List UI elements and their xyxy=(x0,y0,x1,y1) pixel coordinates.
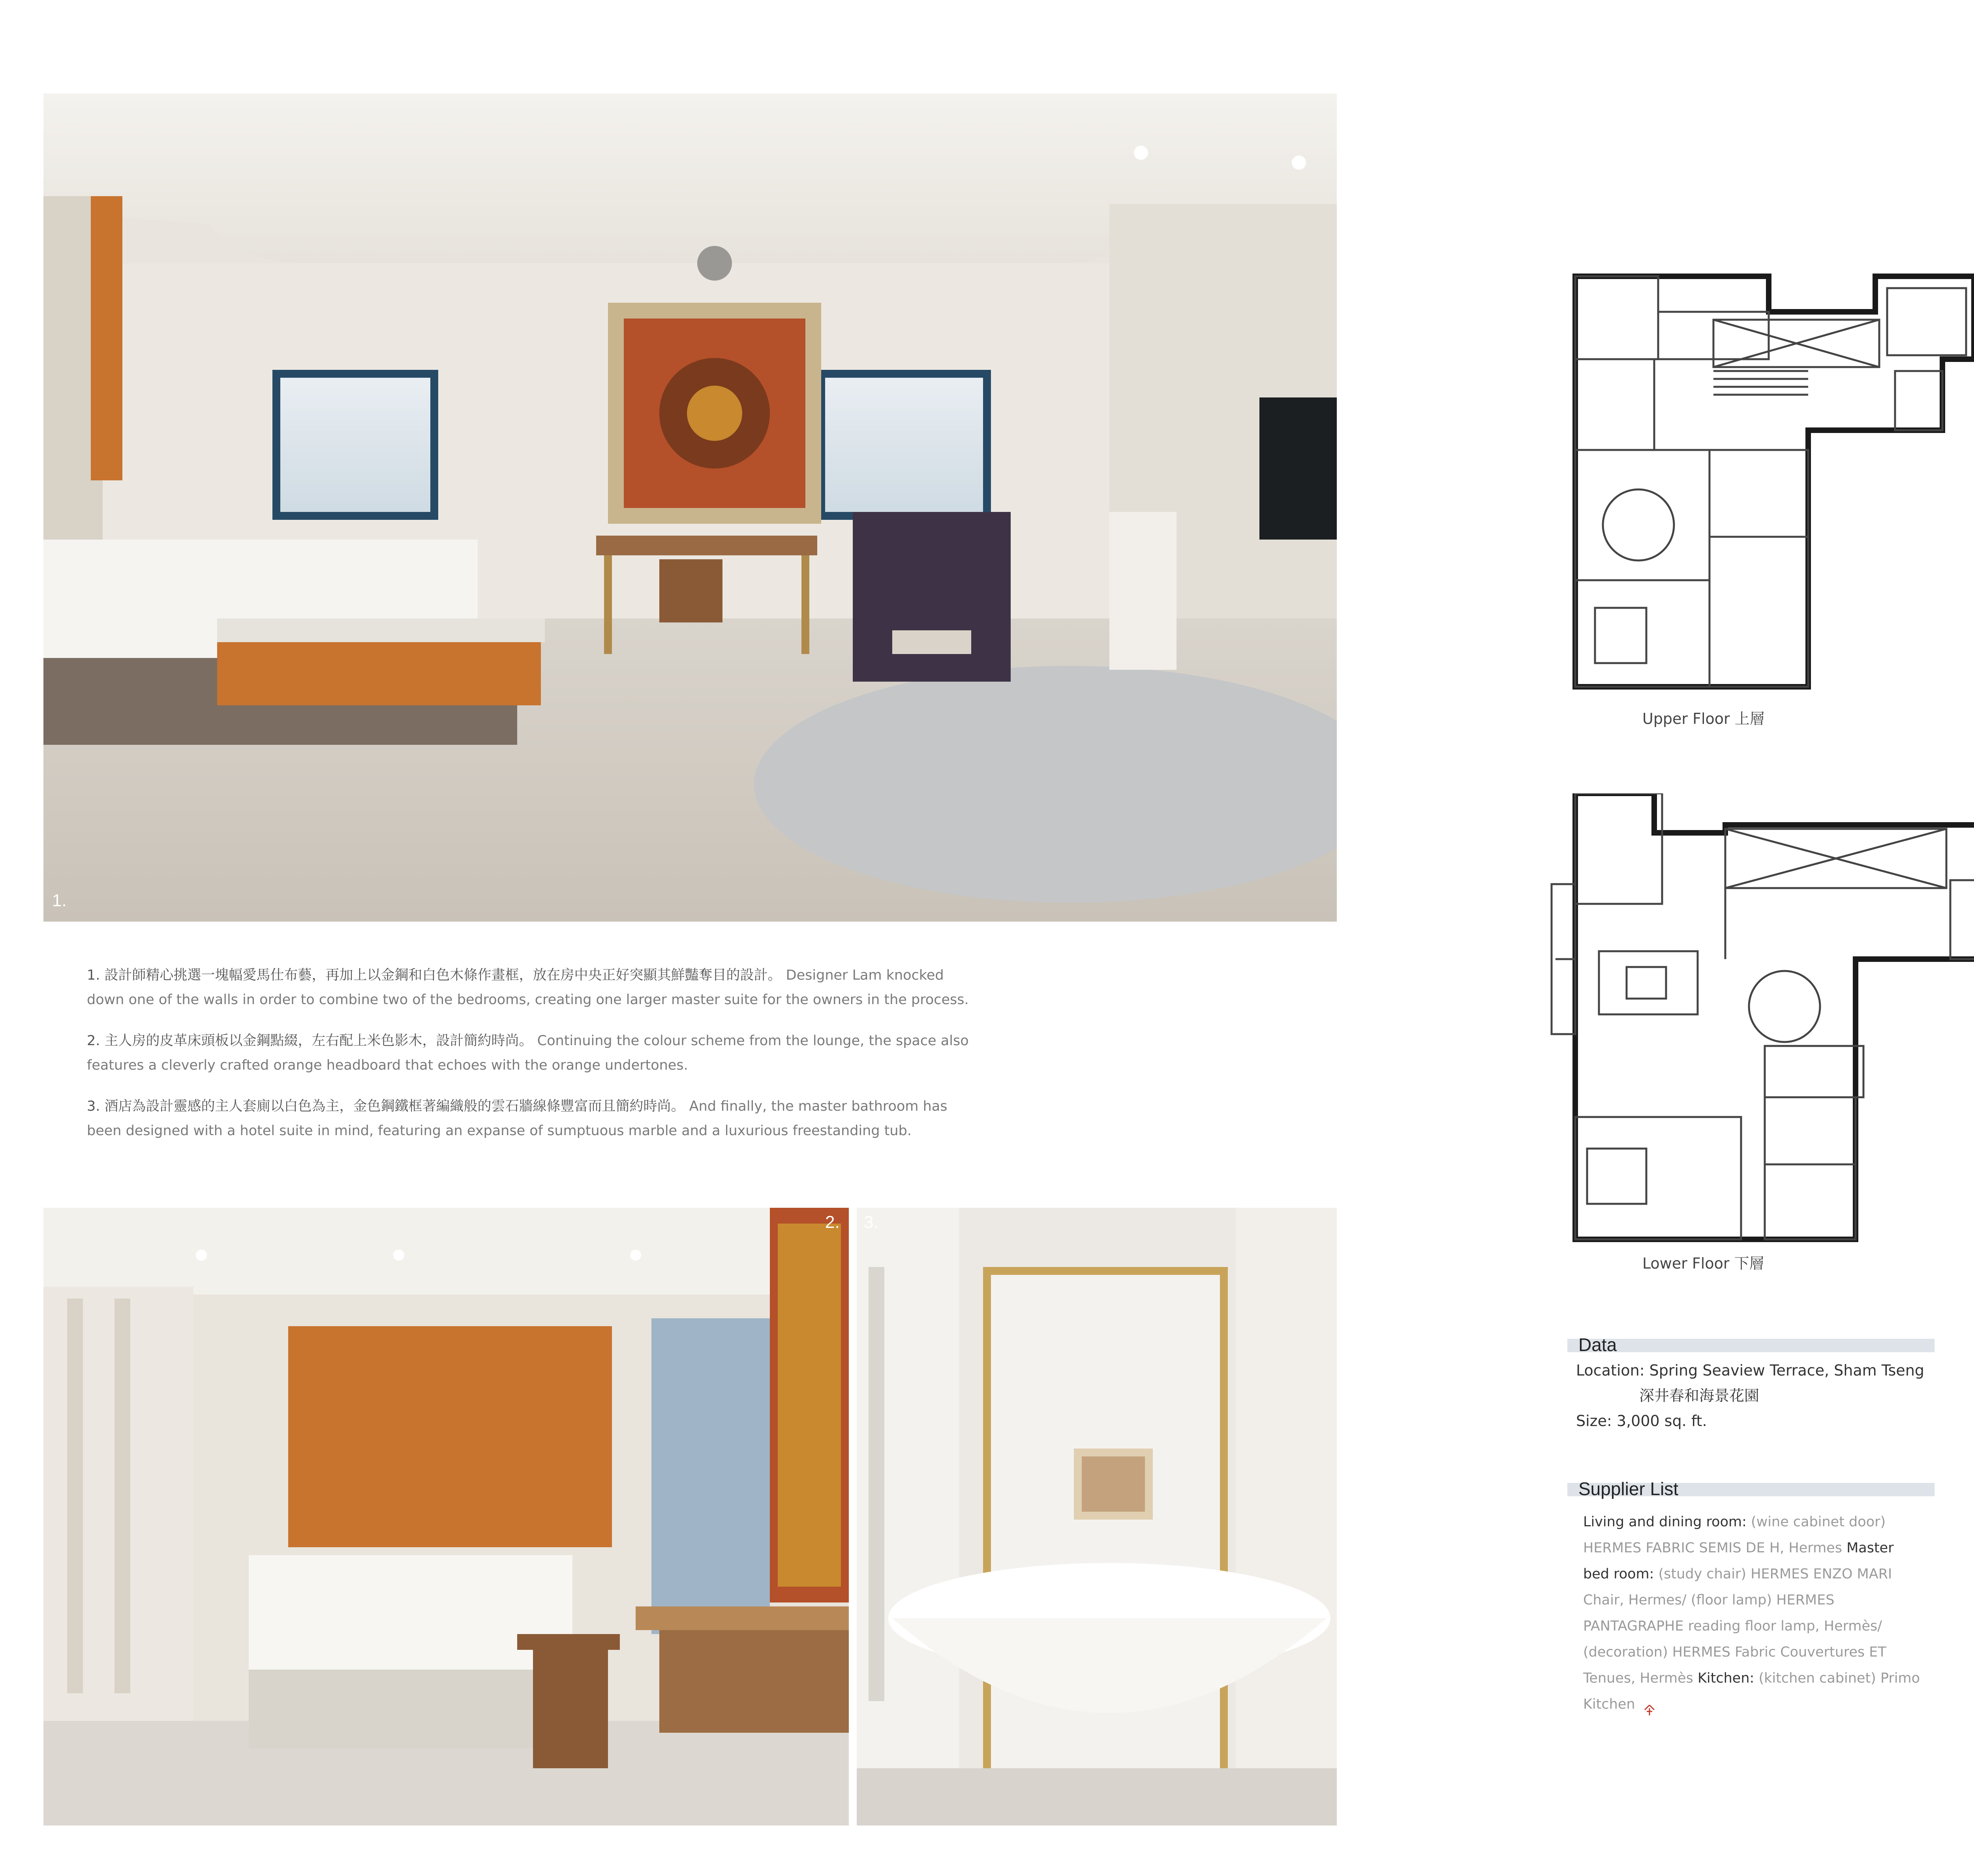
master-bedroom-text: (study chair) HERMES ENZO MARI Chair, Hermes/ (floor lamp) HERMES PANTAGRAPHE reading floor lamp, Hermès/ (decoration) HERMES Fabric Couvertures ET Tenues, Hermès xyxy=(1583,1566,1892,1686)
lower-floor-plan xyxy=(1548,793,1974,1272)
end-mark-icon xyxy=(1644,1699,1655,1711)
supplier-list-title: Supplier List xyxy=(1578,1479,1679,1499)
size-value: 3,000 sq. ft. xyxy=(1616,1412,1707,1430)
supplier-list-header xyxy=(1567,1478,1935,1499)
caption-2-english: Continuing the colour scheme from the lounge, the space also features a cleverly crafted orange headboard that echoes with the orange undertones. xyxy=(87,1033,969,1073)
living-dining-text: (wine cabinet door) HERMES FABRIC SEMIS DE H, Hermes xyxy=(1583,1514,1886,1556)
master-bedroom-photo xyxy=(43,94,1337,922)
size-line xyxy=(1576,1408,1935,1434)
upper-floor-label: Upper Floor 上層 xyxy=(1642,710,1765,727)
caption-2-chinese: 2. 主人房的皮革床頭板以金鋼點綴，左右配上米色影木，設計簡約時尚。 xyxy=(87,1033,533,1049)
kitchen-text: (kitchen cabinet) Primo Kitchen xyxy=(1583,1670,1920,1712)
master-bedroom-label: Master bed room: xyxy=(1583,1540,1894,1582)
living-dining-label: Living and dining room: xyxy=(1583,1514,1747,1530)
kitchen-label: Kitchen: xyxy=(1697,1670,1754,1686)
caption-1-english: Designer Lam knocked down one of the walls in order to combine two of the bedrooms, creating one larger master suite for the owners in the process. xyxy=(87,967,969,1008)
orange-headboard-bedroom-photo xyxy=(43,1208,849,1825)
supplier-list-text xyxy=(1567,1499,1923,1717)
photo-number-1: 1. xyxy=(52,891,67,910)
photo-number-2: 2. xyxy=(825,1213,840,1232)
data-box xyxy=(1567,1334,1935,1434)
caption-1 xyxy=(87,963,979,1012)
size-label: Size: xyxy=(1576,1412,1612,1430)
caption-1-chinese: 1. 設計師精心挑選一塊幅愛馬仕布藝，再加上以金鋼和白色木條作畫框，放在房中央正好突顯其鮮豔奪目的設計。 xyxy=(87,967,782,983)
photo-captions xyxy=(87,963,979,1160)
lower-floor-label: Lower Floor 下層 xyxy=(1642,1255,1764,1272)
data-box-header xyxy=(1567,1334,1935,1355)
location-line xyxy=(1576,1358,1935,1383)
photo-number-3: 3. xyxy=(864,1213,878,1232)
caption-3-chinese: 3. 酒店為設計靈感的主人套廁以白色為主，金色鋼鐵框著編織般的雲石牆線條豐富而且簡約時尚。 xyxy=(87,1098,685,1114)
caption-2 xyxy=(87,1029,979,1078)
supplier-list-box xyxy=(1567,1478,1935,1717)
master-bathroom-photo xyxy=(857,1208,1337,1825)
caption-3-english: And finally, the master bathroom has been designed with a hotel suite in mind, featuring an expanse of sumptuous marble and a luxurious freestanding tub. xyxy=(87,1098,948,1139)
data-box-bar xyxy=(1567,1339,1935,1352)
data-box-title: Data xyxy=(1578,1334,1617,1355)
upper-floor-plan xyxy=(1563,253,1974,727)
location-value: Spring Seaview Terrace, Sham Tseng xyxy=(1649,1362,1925,1379)
caption-3 xyxy=(87,1094,979,1143)
location-chinese: 深井春和海景花園 xyxy=(1639,1387,1760,1404)
location-label: Location: xyxy=(1576,1362,1645,1379)
